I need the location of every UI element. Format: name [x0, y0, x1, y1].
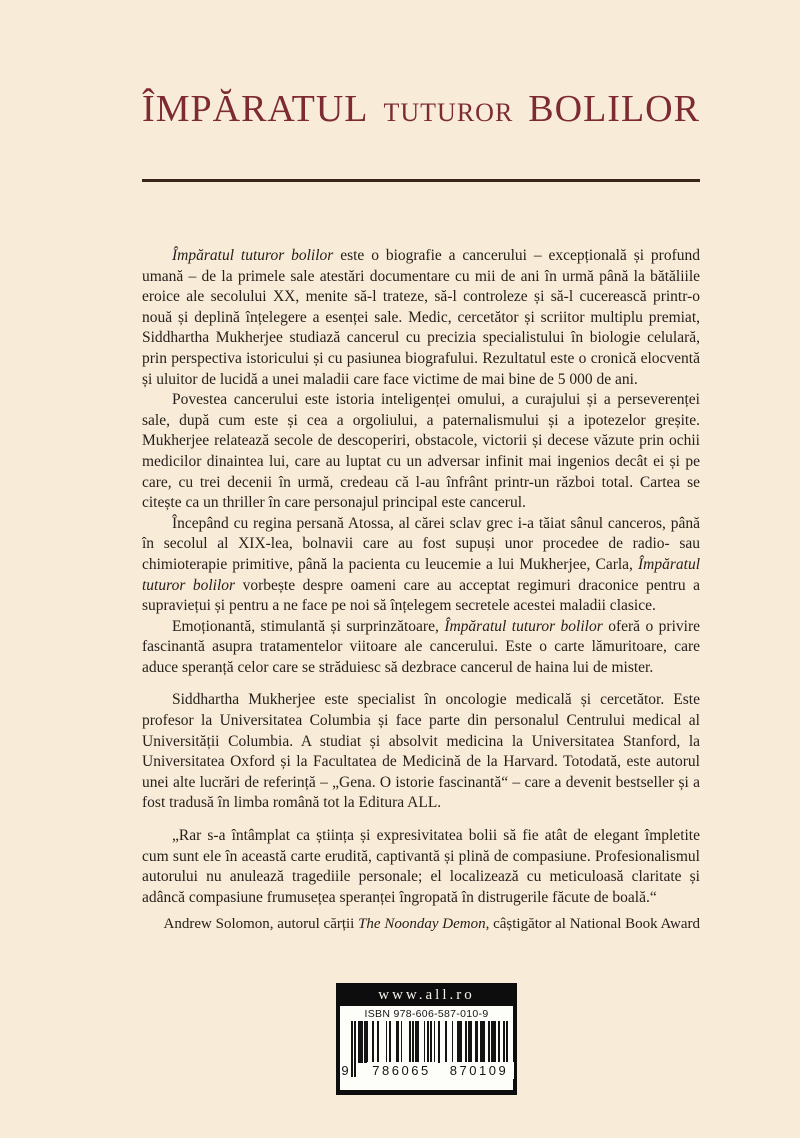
barcode-bar: [386, 1021, 388, 1063]
barcode-bar: [470, 1021, 472, 1063]
title-word-2: TUTUROR: [383, 98, 514, 127]
barcode-bar: [465, 1021, 467, 1063]
barcode-bar: [377, 1021, 379, 1063]
barcode-bar: [498, 1021, 500, 1063]
barcode-digits-right: 870109: [444, 1062, 514, 1079]
barcode-bar: [412, 1021, 414, 1063]
book-title: [142, 90, 700, 128]
isbn-label: ISBN 978-606-587-010-9: [364, 1008, 489, 1020]
barcode-block: [336, 983, 517, 1095]
barcode-bar: [397, 1021, 399, 1063]
barcode-bar: [401, 1021, 403, 1063]
barcode-bar: [389, 1021, 391, 1063]
publisher-website: www.all.ro: [378, 987, 475, 1003]
barcode-panel: [340, 1006, 513, 1090]
barcode-bar: [483, 1021, 485, 1063]
barcode-bar: [361, 1021, 363, 1063]
barcode-bar: [488, 1021, 490, 1063]
barcode-bar: [424, 1021, 426, 1063]
barcode-bar: [476, 1021, 478, 1063]
synopsis-paragraph-1: Împăratul tuturor bolilor este o biografie a cancerului – excepțională și profund umană – de la primele sale atestări documentare cu mii de ani în urmă până la bătăliile eroice ale secolului XX, menite să-l trateze, să-l controleze și să-l cucerească printr-o nouă și deplină înțelegere a esenței sale. Medic, cercetător și scriitor multiplu premiat, Siddhartha Mukherjee studiază cancerul cu precizia specialistului în biologie celulară, prin perspectiva istoricului și cu pasiunea biografului. Rezultatul este o cronică elocventă și uluitor de lucidă a unei maladii care face victime de mai bine de 5 000 de ani.: [142, 247, 700, 388]
content-block: [142, 0, 700, 934]
title-word-3: BOLILOR: [528, 88, 700, 130]
divider-rule: [142, 179, 700, 182]
barcode-bar: [434, 1021, 436, 1063]
barcode-bar: [372, 1021, 374, 1063]
barcode-bar: [445, 1021, 447, 1063]
synopsis-paragraph-3: Începând cu regina persană Atossa, al cărei sclav grec i-a tăiat sânul canceros, până în secolul al XIX-lea, bolnavii care au fost supuși unor procedee de radio- sau chimioterapie primitive, până la pacienta cu leucemie a lui Mukherjee, Carla, Împăratul tuturor bolilor vorbește despre oameni care au acceptat regimuri draconice pentru a supraviețui și pentru a ne face pe noi să înțelegem secretele acestei maladii clasice.: [142, 514, 700, 615]
review-quote-paragraph: „Rar s-a întâmplat ca știința și expresivitatea bolii să fie atât de elegant împletite cum sunt ele în această carte erudită, captivantă și plină de compasiune. Profesionalismul autorului nu anulează tragediile personale; el localizează cu meticuloasă claritate și adâncă compasiune frumusețea speranței îngropată în distrugerile făcute de boală.“: [142, 827, 700, 906]
title-word-1: ÎMPĂRATUL: [142, 88, 369, 130]
barcode-bar: [366, 1021, 368, 1063]
quote-attribution: Andrew Solomon, autorul cărții The Noonday Demon, câștigător al National Book Award: [163, 916, 700, 933]
synopsis-paragraph-4: Emoționantă, stimulantă și surprinzătoare, Împăratul tuturor bolilor oferă o privire fascinantă asupra tratamentelor viitoare ale cancerului. Este o carte lămuritoare, care aduce speranță celor care se străduiesc să dezbrace cancerul de haina lui de mister.: [142, 617, 701, 676]
barcode-bar: [495, 1021, 497, 1063]
barcode-digits-left: 786065: [367, 1062, 436, 1079]
body-text: [142, 246, 700, 908]
barcode-bar: [452, 1021, 454, 1063]
barcode-bar: [460, 1021, 462, 1063]
synopsis-paragraph-2: Povestea cancerului este istoria inteligenței omului, a curajului și a perseverenței sale, după cum este și cea a orgoliului, a paternalismului și a ipotezelor greșite. Mukherjee relatează secole de descoperiri, obstacole, victorii și decese văzute prin ochii medicilor dinaintea lui, care au luptat cu un adversar infinit mai ingenios decât ei și pe care, cu trei decenii în urmă, credeau că l-au înfrânt printr-un război total. Cartea se citește ca un thriller în care personajul principal este cancerul.: [142, 391, 700, 512]
barcode-bar: [417, 1021, 419, 1063]
barcode-bar: [354, 1021, 356, 1077]
barcode-bar: [351, 1021, 353, 1077]
barcode-digit-lead: 9: [341, 1063, 349, 1078]
barcode-bar: [409, 1021, 411, 1063]
author-bio-paragraph: Siddhartha Mukherjee este specialist în oncologie medicală și cercetător. Este profesor la Universitatea Columbia și face parte din personalul Centrului medical al Universității Columbia. A studiat și absolvit medicina la Universitatea Stanford, la Universitatea Oxford și la Facultatea de Medicină de la Harvard. Totodată, este autorul unei alte lucrări de referință – „Gena. O istorie fascinantă“ – care a devenit bestseller și a fost tradusă în limba română tot la Editura ALL.: [142, 691, 700, 812]
barcode-bar: [438, 1021, 440, 1063]
